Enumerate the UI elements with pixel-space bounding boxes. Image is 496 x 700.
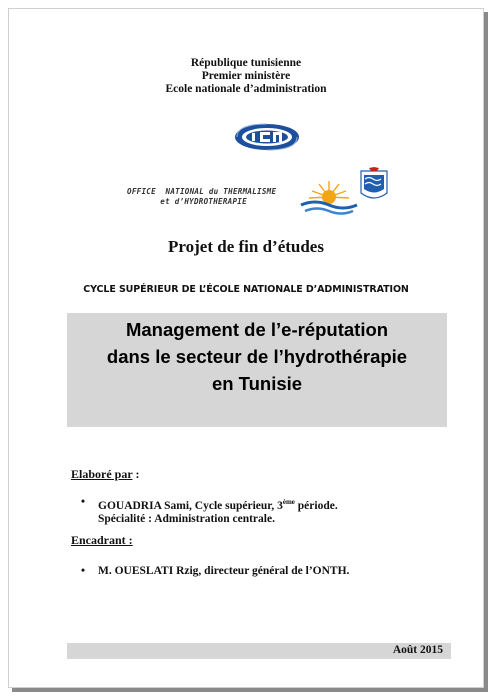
header-republic: République tunisienne — [190, 57, 302, 69]
header-ministry: Premier ministère — [201, 70, 291, 82]
encadrant-label: Encadrant : — [71, 533, 133, 547]
supervisor-name: M. OUESLATI Rzig, directeur général de l’ONTH. — [98, 565, 350, 577]
header-school: Ecole nationale d’administration — [165, 83, 327, 95]
onth-logo — [117, 167, 397, 219]
author-speciality: Spécialité : Administration centrale. — [98, 512, 275, 525]
author-period-sup: ème — [282, 498, 295, 506]
onth-sun-wave-icon — [299, 167, 397, 219]
title-box — [67, 313, 447, 427]
title-line-1: Management de l’e-réputation — [125, 319, 389, 340]
onth-logo-text — [127, 187, 276, 207]
ena-logo-icon — [233, 122, 301, 152]
author-name: GOUADRIA Sami, Cycle supérieur, 3 — [98, 499, 283, 512]
elabore-label: Elaboré par : — [71, 467, 140, 481]
cycle-heading: CYCLE SUPÉRIEUR DE L’ÉCOLE NATIONALE D’ADMINISTRATION — [83, 284, 409, 295]
bullet-dot-icon: • — [81, 496, 86, 508]
author-list-item: • GOUADRIA Sami, Cycle supérieur, 3ème période. Spécialité : Administration centrale. — [81, 496, 338, 525]
document-page — [8, 8, 484, 688]
footer-date: Août 2015 — [392, 644, 443, 656]
title-line-3: en Tunisie — [211, 373, 303, 394]
bullet-dot-icon: • — [81, 565, 86, 577]
supervisor-list-item — [81, 565, 401, 579]
footer-bar — [67, 643, 451, 659]
project-heading: Projet de fin d’études — [168, 237, 324, 256]
header-block — [9, 57, 483, 96]
onth-logo-line1: OFFICE NATIONAL du THERMALISME — [127, 187, 277, 196]
title-line-2: dans le secteur de l’hydrothérapie — [106, 346, 408, 367]
onth-logo-line2: et d’HYDROTHERAPIE — [160, 197, 247, 206]
thesis-title — [67, 313, 447, 397]
